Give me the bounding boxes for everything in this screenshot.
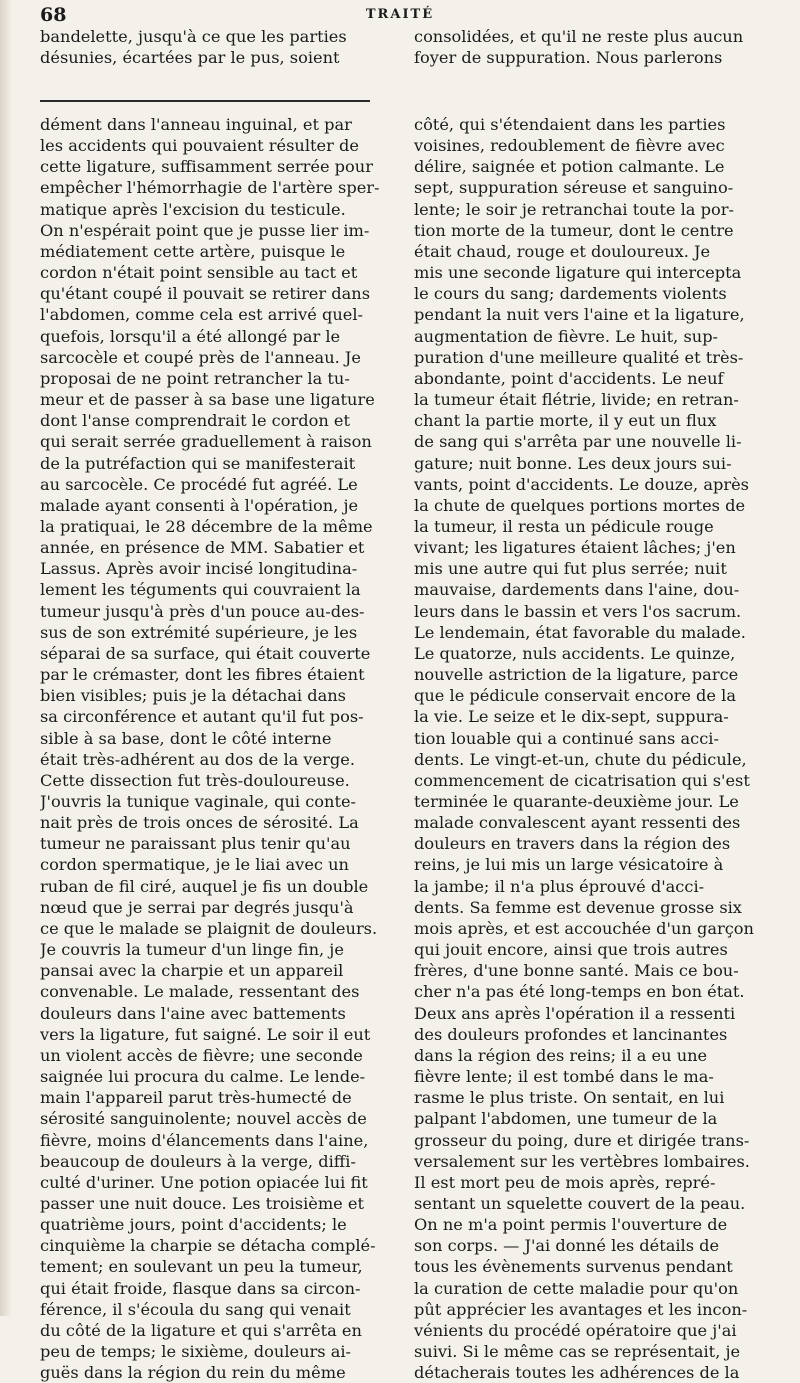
- text-line: dents. Sa femme est devenue grosse six: [414, 897, 742, 917]
- text-line: qui était froide, flasque dans sa circon-: [40, 1278, 361, 1298]
- text-line: pendant la nuit vers l'aine et la ligature,: [414, 305, 745, 325]
- text-line: malade ayant consenti à l'opération, je: [40, 495, 359, 515]
- text-line: qui serait serrée graduellement à raison: [40, 432, 372, 452]
- text-line: pût apprécier les avantages et les incon-: [414, 1299, 748, 1319]
- text-line: tement; en soulevant un peu la tumeur,: [40, 1257, 363, 1277]
- text-line: quefois, lorsqu'il a été allongé par le: [40, 326, 341, 346]
- text-line: cordon spermatique, je le liai avec un: [40, 855, 349, 875]
- text-line: beaucoup de douleurs à la verge, diffi-: [40, 1151, 356, 1171]
- text-line: dont l'anse comprendrait le cordon et: [40, 411, 350, 431]
- text-line: peu de temps; le sixième, douleurs ai-: [40, 1342, 352, 1362]
- text-line: vivant; les ligatures étaient lâches; j'en: [414, 538, 736, 558]
- text-line: sérosité sanguinolente; nouvel accès de: [40, 1109, 367, 1129]
- text-line: des douleurs profondes et lancinantes: [414, 1024, 728, 1044]
- text-line: proposai de ne point retrancher la tu-: [40, 368, 350, 388]
- text-line: sus de son extrémité supérieure, je les: [40, 622, 358, 642]
- text-line: médiatement cette artère, puisque le: [40, 241, 346, 261]
- text-line: délire, saignée et potion calmante. Le: [414, 157, 725, 177]
- text-line: par le crémaster, dont les fibres étaient: [40, 665, 365, 685]
- text-line: consolidées, et qu'il ne reste plus aucun: [414, 27, 744, 46]
- text-line: nouvelle astriction de la ligature, parce: [414, 665, 739, 685]
- text-line: mis une seconde ligature qui intercepta: [414, 263, 742, 283]
- text-line: était très-adhérent au dos de la verge.: [40, 749, 355, 769]
- text-line: mauvaise, dardements dans l'aine, dou-: [414, 580, 740, 600]
- text-line: séparai de sa surface, qui était couverte: [40, 643, 371, 663]
- text-line: quatrième jours, point d'accidents; le: [40, 1215, 347, 1235]
- text-line: versalement sur les vertèbres lombaires.: [414, 1151, 750, 1171]
- text-line: la tumeur était flétrie, livide; en retran-: [414, 390, 739, 410]
- text-line: la chute de quelques portions mortes de: [414, 495, 746, 515]
- top-left-text: [40, 26, 395, 68]
- text-line: gature; nuit bonne. Les deux jours sui-: [414, 453, 732, 473]
- text-line: fièvre lente; il est tombé dans le ma-: [414, 1067, 714, 1087]
- text-line: du côté de la ligature et qui s'arrêta en: [40, 1320, 362, 1340]
- text-line: sarcocèle et coupé près de l'anneau. Je: [40, 347, 361, 367]
- text-line: désunies, écartées par le pus, soient: [40, 48, 340, 68]
- text-line: sa circonférence et autant qu'il fut pos-: [40, 707, 364, 727]
- text-line: dément dans l'anneau inguinal, et par: [40, 115, 352, 134]
- text-line: la tumeur, il resta un pédicule rouge: [414, 516, 714, 536]
- text-line: reins, je lui mis un large vésicatoire à: [414, 855, 724, 875]
- text-line: dans la région des reins; il a eu une: [414, 1045, 708, 1065]
- text-line: tumeur ne paraissant plus tenir qu'au: [40, 834, 351, 854]
- text-line: rasme le plus triste. On sentait, en lui: [414, 1088, 725, 1108]
- text-line: tion louable qui a continué sans acci-: [414, 728, 719, 748]
- text-line: abondante, point d'accidents. Le neuf: [414, 368, 724, 388]
- text-line: que le pédicule conservait encore de la: [414, 686, 736, 706]
- right-column: [414, 114, 769, 1383]
- running-title: TRAITÉ: [365, 7, 435, 22]
- text-line: ruban de fil ciré, auquel je fis un double: [40, 876, 369, 896]
- text-line: J'ouvris la tunique vaginale, qui conte-: [40, 792, 357, 811]
- text-line: nait près de trois onces de sérosité. La: [40, 813, 359, 833]
- text-line: matique après l'excision du testicule.: [40, 199, 346, 219]
- text-line: guës dans la région du rein du même: [40, 1363, 346, 1383]
- text-line: commencement de cicatrisation qui s'est: [414, 770, 750, 790]
- text-line: palpant l'abdomen, une tumeur de la: [414, 1109, 718, 1129]
- text-line: la vie. Le seize et le dix-sept, suppura-: [414, 707, 729, 727]
- text-line: vers la ligature, fut saigné. Le soir il eut: [40, 1024, 371, 1044]
- text-line: pansai avec la charpie et un appareil: [40, 961, 344, 981]
- text-line: terminée le quarante-deuxième jour. Le: [414, 792, 739, 811]
- left-column: [40, 114, 395, 1383]
- text-line: sentant un squelette couvert de la peau.: [414, 1193, 746, 1213]
- binding-shadow: [0, 0, 12, 1316]
- text-line: qui jouit encore, ainsi que trois autres: [414, 940, 728, 960]
- text-line: foyer de suppuration. Nous parlerons: [414, 48, 723, 68]
- text-line: meur et de passer à sa base une ligature: [40, 390, 375, 410]
- text-line: lement les téguments qui couvraient la: [40, 580, 361, 600]
- text-line: fièvre, moins d'élancements dans l'aine,: [40, 1130, 369, 1150]
- text-line: mis une autre qui fut plus serrée; nuit: [414, 559, 727, 579]
- text-line: Lassus. Après avoir incisé longitudina-: [40, 559, 358, 579]
- text-line: douleurs dans l'aine avec battements: [40, 1003, 346, 1023]
- text-line: la jambe; il n'a plus éprouvé d'acci-: [414, 876, 705, 896]
- text-line: la pratiquai, le 28 décembre de la même: [40, 516, 373, 536]
- text-line: empêcher l'hémorrhagie de l'artère sper-: [40, 178, 380, 198]
- text-line: tous les évènements survenus pendant: [414, 1257, 733, 1277]
- text-line: qu'étant coupé il pouvait se retirer dans: [40, 284, 371, 304]
- text-line: saignée lui procura du calme. Le lende-: [40, 1067, 366, 1087]
- text-line: tumeur jusqu'à près d'un pouce au-des-: [40, 601, 365, 621]
- text-line: puration d'une meilleure qualité et très-: [414, 347, 744, 367]
- text-line: frères, d'une bonne santé. Mais ce bou-: [414, 961, 739, 981]
- text-line: férence, il s'écoula du sang qui venait: [40, 1299, 351, 1319]
- text-line: culté d'uriner. Une potion opiacée lui fit: [40, 1172, 368, 1192]
- text-line: de la putréfaction qui se manifesterait: [40, 453, 356, 473]
- text-line: voisines, redoublement de fièvre avec: [414, 136, 725, 156]
- section-divider: [40, 100, 370, 102]
- text-line: grosseur du poing, dure et dirigée trans-: [414, 1130, 750, 1150]
- text-line: de sang qui s'arrêta par une nouvelle li-: [414, 432, 742, 452]
- text-line: ce que le malade se plaignit de douleurs.: [40, 918, 378, 938]
- text-line: cordon n'était point sensible au tact et: [40, 263, 358, 283]
- page-number: 68: [40, 4, 67, 26]
- text-line: dents. Le vingt-et-un, chute du pédicule,: [414, 749, 747, 769]
- text-line: au sarcocèle. Ce procédé fut agréé. Le: [40, 474, 358, 494]
- text-line: vénients du procédé opératoire que j'ai: [414, 1320, 737, 1340]
- text-line: bien visibles; puis je la détachai dans: [40, 686, 346, 706]
- text-line: nœud que je serrai par degrés jusqu'à: [40, 897, 354, 917]
- text-line: année, en présence de MM. Sabatier et: [40, 538, 365, 558]
- text-line: Le quatorze, nuls accidents. Le quinze,: [414, 643, 736, 663]
- text-line: Cette dissection fut très-douloureuse.: [40, 770, 350, 790]
- text-line: sible à sa base, dont le côté interne: [40, 728, 332, 748]
- text-line: leurs dans le bassin et vers l'os sacrum.: [414, 601, 742, 621]
- text-line: vants, point d'accidents. Le douze, après: [414, 474, 749, 494]
- text-line: son corps. — J'ai donné les détails de: [414, 1236, 720, 1256]
- text-line: Je couvris la tumeur d'un linge fin, je: [40, 940, 344, 960]
- text-line: On n'espérait point que je pusse lier im-: [40, 220, 370, 240]
- text-line: passer une nuit douce. Les troisième et: [40, 1193, 364, 1213]
- text-line: cinquième la charpie se détacha complé-: [40, 1236, 376, 1256]
- text-line: les accidents qui pouvaient résulter de: [40, 136, 359, 156]
- text-line: augmentation de fièvre. Le huit, sup-: [414, 326, 719, 346]
- text-line: Deux ans après l'opération il a ressenti: [414, 1003, 736, 1023]
- top-right-text: [414, 26, 769, 68]
- text-line: On ne m'a point permis l'ouverture de: [414, 1215, 728, 1235]
- text-line: tion morte de la tumeur, dont le centre: [414, 220, 734, 240]
- text-line: Le lendemain, état favorable du malade.: [414, 622, 746, 642]
- text-line: malade convalescent ayant ressenti des: [414, 813, 741, 833]
- text-line: lente; le soir je retranchai toute la por-: [414, 199, 734, 219]
- text-line: cher n'a pas été long-temps en bon état.: [414, 982, 745, 1002]
- text-line: convenable. Le malade, ressentant des: [40, 982, 360, 1002]
- text-line: côté, qui s'étendaient dans les parties: [414, 115, 726, 134]
- text-line: l'abdomen, comme cela est arrivé quel-: [40, 305, 363, 325]
- text-line: chant la partie morte, il y eut un flux: [414, 411, 717, 431]
- text-line: douleurs en travers dans la région des: [414, 834, 731, 854]
- text-line: bandelette, jusqu'à ce que les parties: [40, 27, 347, 46]
- text-line: détacherais toutes les adhérences de la: [414, 1363, 740, 1383]
- text-line: cette ligature, suffisamment serrée pour: [40, 157, 373, 177]
- text-line: était chaud, rouge et douloureux. Je: [414, 241, 711, 261]
- text-line: suivi. Si le même cas se représentait, je: [414, 1342, 741, 1362]
- text-line: le cours du sang; dardements violents: [414, 284, 727, 304]
- text-line: main l'appareil parut très-humecté de: [40, 1088, 352, 1108]
- text-line: mois après, et est accouchée d'un garçon: [414, 918, 754, 938]
- text-line: Il est mort peu de mois après, repré-: [414, 1172, 716, 1192]
- text-line: la curation de cette maladie pour qu'on: [414, 1278, 739, 1298]
- text-line: un violent accès de fièvre; une seconde: [40, 1045, 363, 1065]
- text-line: sept, suppuration séreuse et sanguino-: [414, 178, 734, 198]
